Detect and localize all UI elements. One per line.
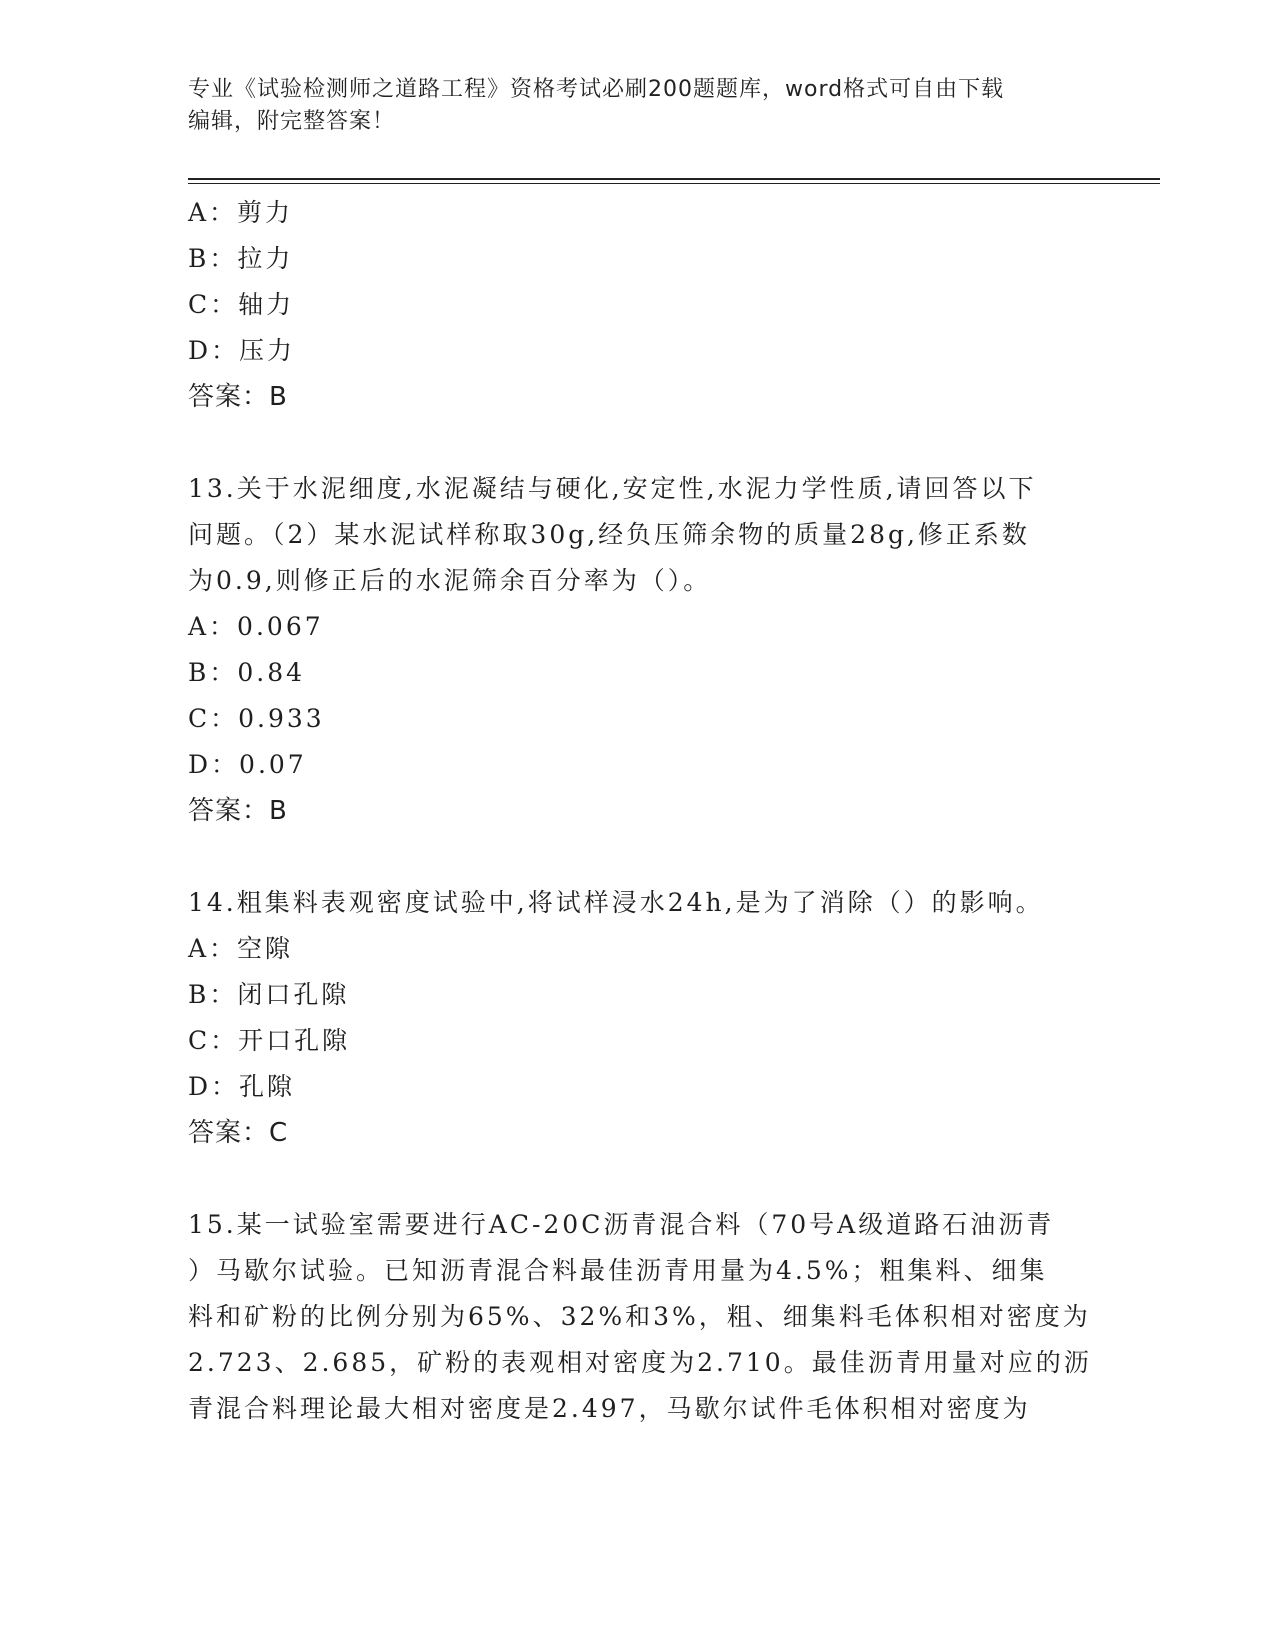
option-d: D：孔隙: [188, 1072, 296, 1101]
answer-line: 答案：B: [188, 796, 288, 826]
question-text-line: 青混合料理论最大相对密度是2.497，马歇尔试件毛体积相对密度为: [188, 1394, 1031, 1423]
option-a: A：空隙: [188, 934, 294, 963]
question-text-line: 13.关于水泥细度,水泥凝结与硬化,安定性,水泥力学性质,请回答以下: [188, 474, 1037, 503]
question-text-line: 为0.9,则修正后的水泥筛余百分率为（）。: [188, 566, 712, 595]
header-rule-thin: [188, 183, 1160, 184]
question-list: [188, 190, 1092, 1432]
question-block: [188, 190, 1088, 420]
question-block: [188, 466, 1088, 834]
option-c: C：轴力: [188, 290, 295, 319]
option-b: B：0.84: [188, 658, 306, 687]
question-block: [188, 1202, 1092, 1432]
answer-line: 答案：B: [188, 382, 288, 412]
option-b: B：拉力: [188, 244, 294, 273]
option-c: C：开口孔隙: [188, 1026, 351, 1055]
question-text-line: 2.723、2.685，矿粉的表观相对密度为2.710。最佳沥青用量对应的沥: [188, 1348, 1092, 1377]
option-a: A：剪力: [188, 198, 294, 227]
header-rule-thick: [188, 178, 1160, 180]
option-a: A：0.067: [188, 612, 324, 641]
header-line-1: 专业《试验检测师之道路工程》资格考试必刷200题题库，word格式可自由下载: [188, 77, 1005, 102]
header-line-2: 编辑，附完整答案！: [188, 109, 396, 134]
question-text-line: 15.某一试验室需要进行AC-20C沥青混合料（70号A级道路石油沥青: [188, 1210, 1055, 1239]
question-block: [188, 880, 1088, 1156]
question-text-line: ）马歇尔试验。已知沥青混合料最佳沥青用量为4.5%；粗集料、细集: [188, 1256, 1048, 1285]
answer-line: 答案：C: [188, 1118, 289, 1148]
option-d: D：压力: [188, 336, 296, 365]
option-c: C：0.933: [188, 704, 325, 733]
question-text-line: 料和矿粉的比例分别为65%、32%和3%，粗、细集料毛体积相对密度为: [188, 1302, 1091, 1331]
option-b: B：闭口孔隙: [188, 980, 350, 1009]
option-d: D：0.07: [188, 750, 307, 779]
question-text-line: 14.粗集料表观密度试验中,将试样浸水24h,是为了消除（）的影响。: [188, 888, 1044, 917]
document-header: [188, 74, 1068, 138]
question-text-line: 问题。（2）某水泥试样称取30g,经负压筛余物的质量28g,修正系数: [188, 520, 1030, 549]
